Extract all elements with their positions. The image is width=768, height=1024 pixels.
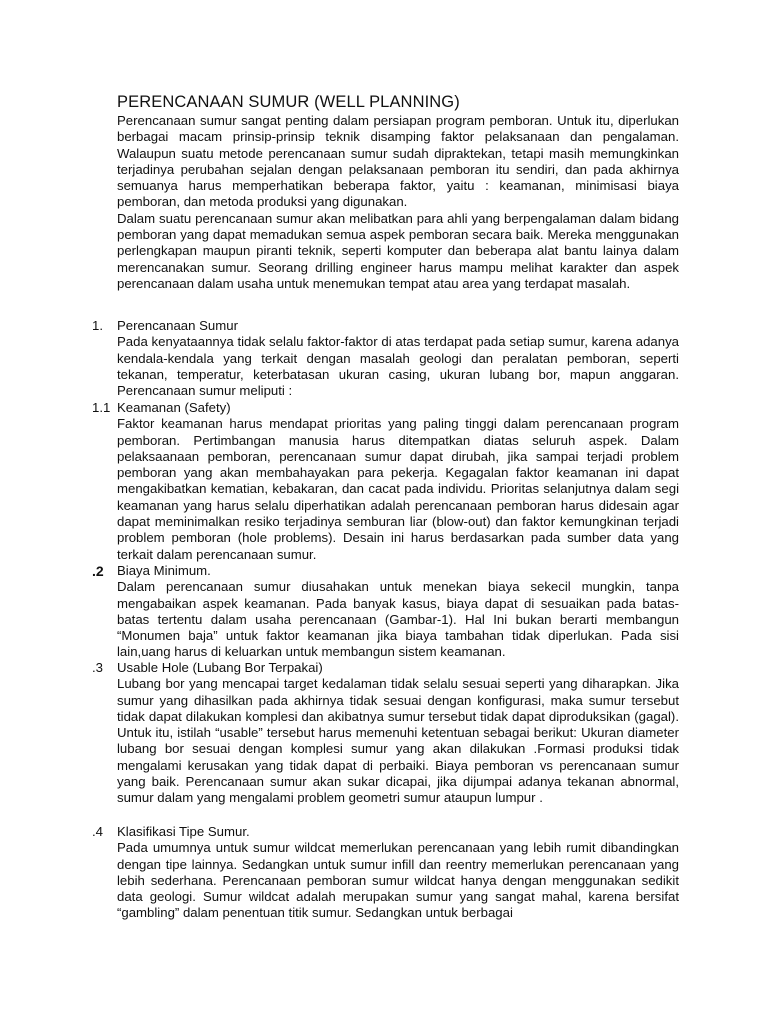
section-number: .3 [92, 660, 103, 675]
section-title: Biaya Minimum. [117, 563, 211, 578]
intro-paragraph: Perencanaan sumur sangat penting dalam persiapan program pemboran. Untuk itu, diperlukan berbagai macam prinsip-prinsip teknik disamping faktor pelaksanaan dan pengalaman. Walaupun suatu metode perencanaan sumur sudah dipraktekan, tetapi masih memungkinkan terjadinya perubahan sejalan dengan pelaksanaan pemboran itu sendiri, dan pada akhirnya semuanya harus memperhatikan beberapa faktor, yaitu : keamanan, minimisasi biaya pemboran, dan metoda produksi yang digunakan. [117, 113, 679, 210]
section-number: .4 [92, 824, 103, 839]
section-klasifikasi-tipe-sumur [92, 824, 679, 922]
document-title: PERENCANAAN SUMUR (WELL PLANNING) [117, 93, 460, 111]
intro-section [117, 113, 679, 292]
section-heading [92, 660, 679, 676]
section-heading [92, 400, 679, 416]
section-biaya-minimum [92, 563, 679, 661]
section-heading [92, 563, 679, 579]
section-heading [92, 824, 679, 840]
section-body: Pada umumnya untuk sumur wildcat memerlukan perencanaan yang lebih rumit dibandingkan dengan tipe lainnya. Sedangkan untuk sumur infill dan reentry memerlukan perencanaan yang lebih sederhana. Perencanaan pemboran sumur wildcat hanya dengan menggunakan sedikit data geologi. Sumur wildcat adalah merupakan sumur yang sangat mahal, karena bersifat “gambling” dalam penentuan titik sumur. Sedangkan untuk berbagai [117, 840, 679, 921]
section-body: Lubang bor yang mencapai target kedalaman tidak selalu sesuai seperti yang diharapkan. Jika sumur yang dihasilkan pada akhirnya tidak sesuai dengan konfigurasi, maka sumur tersebut tidak dapat dilakukan komplesi dan akibatnya sumur tersebut tidak dapat diproduksikan (gagal). Untuk itu, istilah “usable” tersebut harus memenuhi ketentuan sebagai berikut: Ukuran diameter lubang bor sesuai dengan komplesi sumur yang akan dilakukan .Formasi produksi tidak mengalami kerusakan yang tidak dapat di perbaiki. Biaya pemboran vs perencanaan sumur yang baik. Perencanaan sumur akan sukar dicapai, jika dijumpai adanya tekanan abnormal, sumur dalam yang mengalami problem geometri sumur ataupun lumpur . [117, 676, 679, 806]
section-heading [92, 318, 679, 334]
section-title: Keamanan (Safety) [117, 400, 231, 415]
section-title: Perencanaan Sumur [117, 318, 238, 333]
section-number: 1.1 [92, 400, 111, 415]
section-body: Pada kenyataannya tidak selalu faktor-faktor di atas terdapat pada setiap sumur, karena adanya kendala-kendala yang terkait dengan masalah geologi dan peralatan pemboran, seperti tekanan, temperatur, keterbatasan ukuran casing, ukuran lubang bor, mapun anggaran. Perencanaan sumur meliputi : [117, 334, 679, 399]
section-body: Faktor keamanan harus mendapat prioritas yang paling tinggi dalam perencanaan program pemboran. Pertimbangan manusia harus ditempatkan diatas seluruh aspek. Dalam pelaksaanaan pemboran, perencanaan sumur dapat dirubah, jika sampai terjadi problem pemboran yang akan membahayakan para pekerja. Kegagalan faktor keamanan ini dapat mengakibatkan kematian, kebakaran, dan cacat pada individu. Prioritas selanjutnya dalam segi keamanan yang harus selalu diperhatikan adalah perencanaan pemboran harus didesain agar dapat meminimalkan resiko terjadinya semburan liar (blow-out) dan faktor kemungkinan terjadi problem pemboran (hole problems). Desain ini harus berdasarkan pada sumber data yang terkait dalam perencanaan sumur. [117, 416, 679, 562]
section-number: 1. [92, 318, 103, 333]
intro-paragraph: Dalam suatu perencanaan sumur akan melibatkan para ahli yang berpengalaman dalam bidang pemboran yang dapat memadukan semua aspek pemboran secara baik. Mereka menggunakan perlengkapan maupun piranti teknik, seperti komputer dan beberapa alat bantu lainya dalam merencanakan sumur. Seorang drilling engineer harus mampu melihat karakter dan aspek perencanaan dalam usaha untuk menemukan tempat atau area yang terdapat masalah. [117, 210, 679, 291]
section-number: .2 [92, 563, 104, 579]
section-perencanaan-sumur [92, 318, 679, 399]
section-keamanan [92, 400, 679, 563]
section-usable-hole [92, 660, 679, 807]
section-body: Dalam perencanaan sumur diusahakan untuk menekan biaya sekecil mungkin, tanpa mengabaikan aspek keamanan. Pada banyak kasus, biaya dapat di sesuaikan pada batas-batas tertentu dalam usaha perencanaan (Gambar-1). Hal Ini bukan berarti membangun “Monumen baja” untuk faktor keamanan jika biaya tambahan tidak diperlukan. Pada sisi lain,uang harus di keluarkan untuk membangun sistem keamanan. [117, 579, 679, 660]
section-title: Klasifikasi Tipe Sumur. [117, 824, 250, 839]
section-title: Usable Hole (Lubang Bor Terpakai) [117, 660, 323, 675]
